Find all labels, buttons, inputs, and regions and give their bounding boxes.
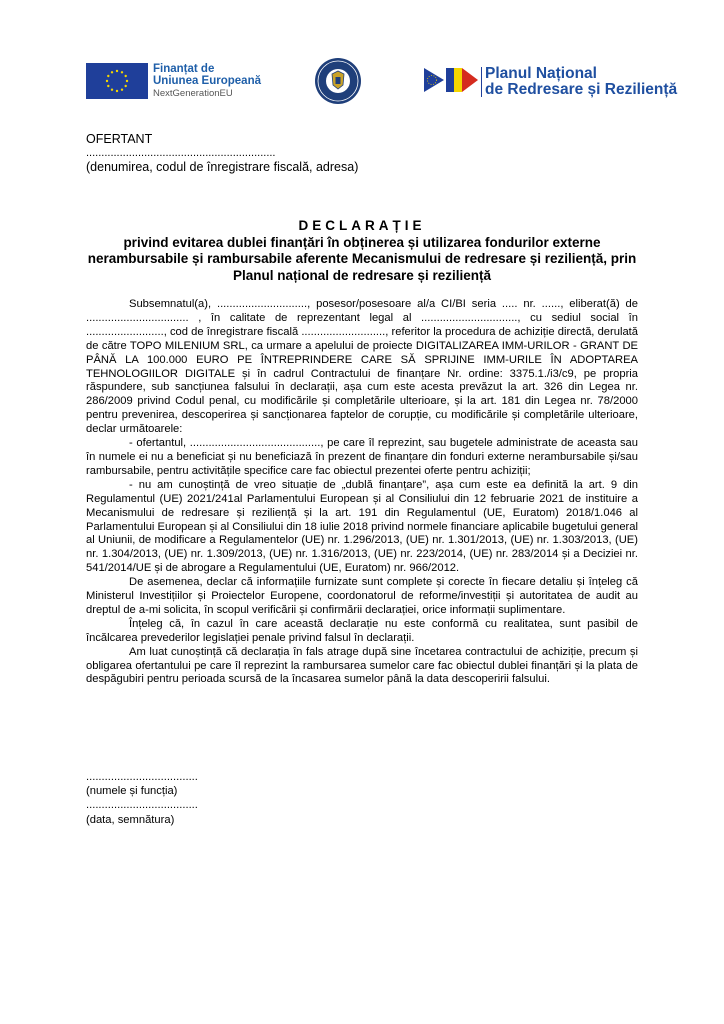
paragraph-penal: Înțeleg că, în cazul în care această declarație nu este conformă cu realitatea, sunt pasibil de încălcarea prevederilor legislației penale privind falsul în declarații. (86, 617, 638, 644)
declaration-body (86, 298, 638, 687)
eu-funding-label: Finanțat de Uniunea Europeană NextGenerationEU (153, 63, 261, 99)
ofertant-blank-line: .............................................................. (86, 147, 276, 159)
date-signature-label: (data, semnătura) (86, 813, 175, 826)
eu-flag-icon (86, 63, 148, 99)
paragraph-rambursare: Am luat cunoștință că declarația în fals atrage după sine încetarea contractului de achiziție, precum și obligarea ofertantului pe care îl reprezint la rambursarea sumelor care fac obiectul dublei finanțări și la plata de despăgubiri pentru perioada scursă de la încasarea sumelor până la data descoperirii falsului. (86, 645, 638, 686)
declaration-title-block (86, 218, 638, 284)
page-title: DECLARAȚIE (298, 218, 426, 233)
date-blank-line: .................................... (86, 799, 198, 812)
logo-separator (481, 67, 482, 97)
signature-block (86, 770, 638, 827)
paragraph-informatii: De asemenea, declar că informațiile furnizate sunt complete și corecte în fiecare detaliu și înțeleg că Ministerul Investițiilor și Proiectelor Europene, coordonatorul de reforme/investiții și autoritatea de audit au dreptul de a-mi solicita, în scopul verificării și confirmării declarației, orice informații suplimentare. (86, 576, 638, 616)
name-function-label: (numele și funcția) (86, 785, 178, 798)
paragraph-ofertant: - ofertantul, .........................................., pe care îl reprezint, sau bugetele administrate de aceasta sau în numele ei nu a beneficiat și nu beneficiază în prezent de finanțare din fonduri externe nerambursabile și/sau rambursabile, pentru activitățile specifice care fac obiectul prezentei oferte pentru achiziții; (86, 437, 638, 477)
guvernul-romaniei-seal-icon (315, 58, 361, 104)
declaration-subtitle: privind evitarea dublei finanțări în obținerea și utilizarea fondurilor externe nerambursabile și rambursabile aferente Mecanismului de redresare și reziliență, prin Planul național de redresare și reziliență (87, 234, 637, 283)
ofertant-hint: (denumirea, codul de înregistrare fiscală, adresa) (86, 160, 359, 174)
ofertant-block (86, 132, 638, 175)
paragraph-dubla-finantare: - nu am cunoștință de vreo situație de „dublă finanțare”, așa cum este ea definită la art. 9 din Regulamentul (UE) 2021/241al Parlamentului European și al Consiliului din 12 februarie 2021 de instituire a Mecanismului de redresare și reziliență și la art. 191 din Regulamentul (UE, Euratom) 2018/1.046 al Parlamentului European și al Consiliului din 18 iulie 2018 privind normele financiare aplicabile bugetului general al Uniunii, de modificare a Regulamentelor (UE) nr. 1.296/2013, (UE) nr. 1.301/2013, (UE) nr. 1.303/2013, (UE) nr. 1.304/2013, (UE) nr. 1.309/2013, (UE) nr. 1.316/2013, (UE) nr. 223/2014, (UE) nr. 283/2014 și a Deciziei nr. 541/2014/UE și de abrogare a Regulamentului (UE, Euratom) nr. 966/2012. (86, 478, 638, 575)
header-logos (0, 55, 724, 105)
paragraph-intro: Subsemnatul(a), ............................., posesor/posesoare al/a CI/BI seria ..... nr. ......, eliberat(ă) de ................................. , în calitate de reprezentant legal al ..............................., cu sediul social în ........................., cod de înregistrare fiscală ..........................., referitor la procedura de achiziție directă, derulată de către TOPO MILENIUM SRL, ca urmare a apelului de proiecte DIGITALIZAREA IMM-URILOR - GRANT DE PÂNĂ LA 100.000 EURO PE ÎNTREPRINDERE CARE SĂ SPRIJINE IMM-URILE ÎN ADOPTAREA TEHNOLOGIILOR DIGITALE și în cadrul Contractului de finanțare Nr. ordine: 3375.1./i3/c9, pe propria răspundere, sub sancțiunea falsului în declarații, așa cum este acesta prevăzut la art. 326 din Legea nr. 286/2009 privind Codul penal, cu modificările și completările ulterioare, și la art. 181 din Legea nr. 78/2000 pentru prevenirea, descoperirea și sancționarea faptelor de corupție, cu modificările și completările ulterioare, declar următoarele: (86, 298, 638, 436)
pnrr-label: Planul Național de Redresare și Reziliență (485, 65, 678, 98)
pnrr-arrows-icon (424, 67, 479, 93)
name-blank-line: .................................... (86, 771, 198, 783)
ofertant-label: OFERTANT (86, 132, 153, 146)
